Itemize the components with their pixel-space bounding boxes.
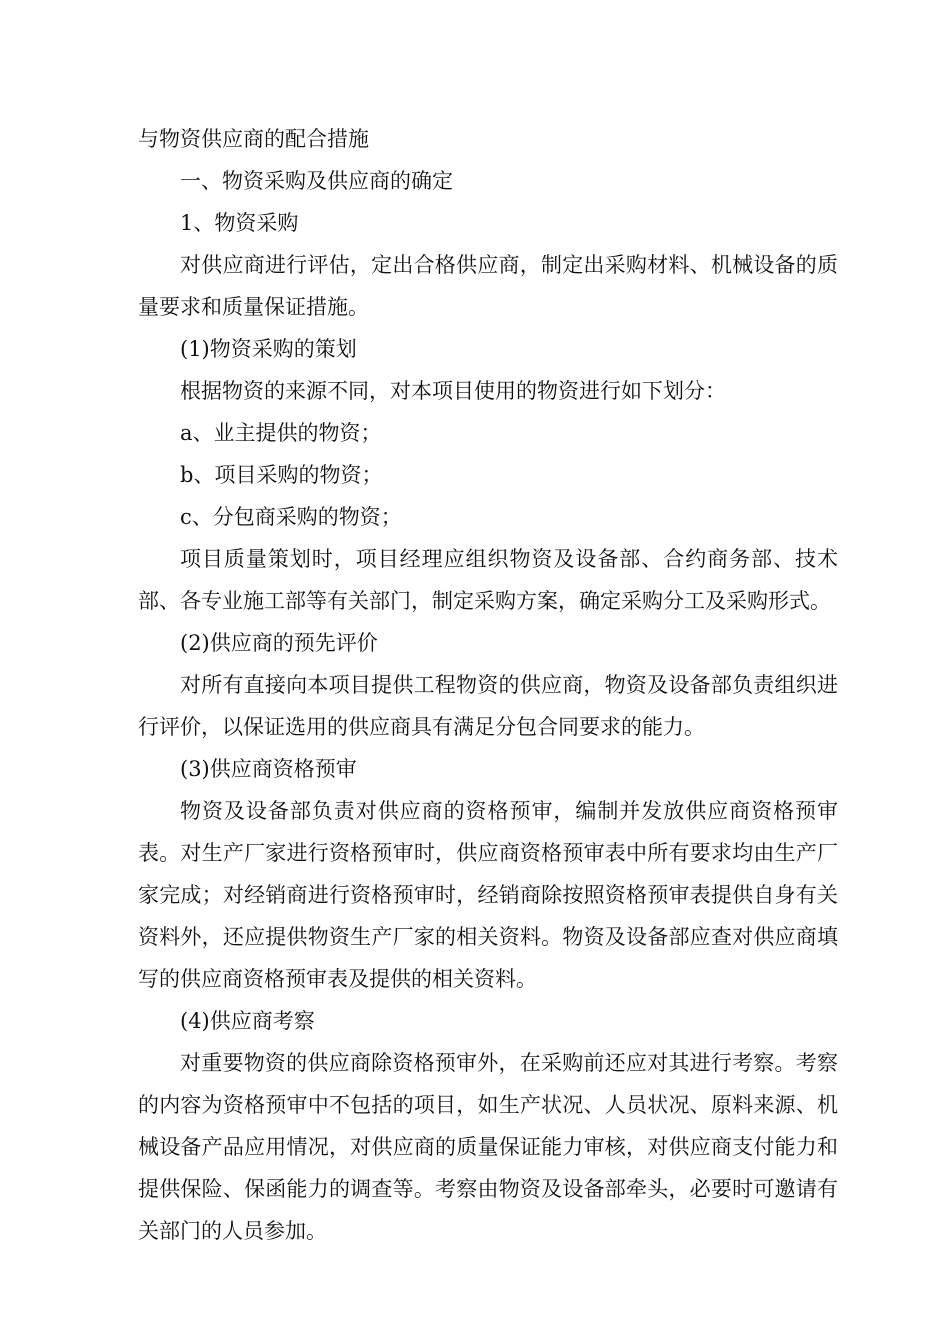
document-body [138, 118, 838, 1252]
paragraph-supplier-inspection: 对重要物资的供应商除资格预审外，在采购前还应对其进行考察。考察的内容为资格预审中不包括的项目，如生产状况、人员状况、原料来源、机械设备产品应用情况，对供应商的质量保证能力审核，对供应商支付能力和提供保险、保函能力的调查等。考察由物资及设备部牵头，必要时可邀请有关部门的人员参加。 [138, 1051, 838, 1243]
paragraph-classification: 根据物资的来源不同，对本项目使用的物资进行如下划分： [180, 379, 726, 403]
list-item-c: c、分包商采购的物资； [180, 505, 402, 529]
document-title: 与物资供应商的配合措施 [138, 127, 369, 151]
paragraph-quality-planning: 项目质量策划时，项目经理应组织物资及设备部、合约商务部、技术部、各专业施工部等有关部门，制定采购方案，确定采购分工及采购形式。 [138, 547, 838, 613]
subsection-heading-1: 1、物资采购 [180, 211, 299, 235]
paragraph-pre-evaluation: 对所有直接向本项目提供工程物资的供应商，物资及设备部负责组织进行评价，以保证选用的供应商具有满足分包合同要求的能力。 [138, 673, 838, 739]
heading-prequalification: (3)供应商资格预审 [180, 757, 357, 781]
heading-supplier-inspection: (4)供应商考察 [180, 1009, 315, 1033]
heading-procurement-planning: (1)物资采购的策划 [180, 337, 357, 361]
paragraph-prequalification: 物资及设备部负责对供应商的资格预审，编制并发放供应商资格预审表。对生产厂家进行资格预审时，供应商资格预审表中所有要求均由生产厂家完成；对经销商进行资格预审时，经销商除按照资格预审表提供自身有关资料外，还应提供物资生产厂家的相关资料。物资及设备部应查对供应商填写的供应商资格预审表及提供的相关资料。 [138, 799, 838, 991]
section-heading-1: 一、物资采购及供应商的确定 [180, 169, 453, 193]
paragraph-evaluate-suppliers: 对供应商进行评估，定出合格供应商，制定出采购材料、机械设备的质量要求和质量保证措施。 [138, 253, 838, 319]
list-item-b: b、项目采购的物资； [180, 463, 383, 487]
heading-pre-evaluation: (2)供应商的预先评价 [180, 631, 378, 655]
list-item-a: a、业主提供的物资； [180, 421, 382, 445]
